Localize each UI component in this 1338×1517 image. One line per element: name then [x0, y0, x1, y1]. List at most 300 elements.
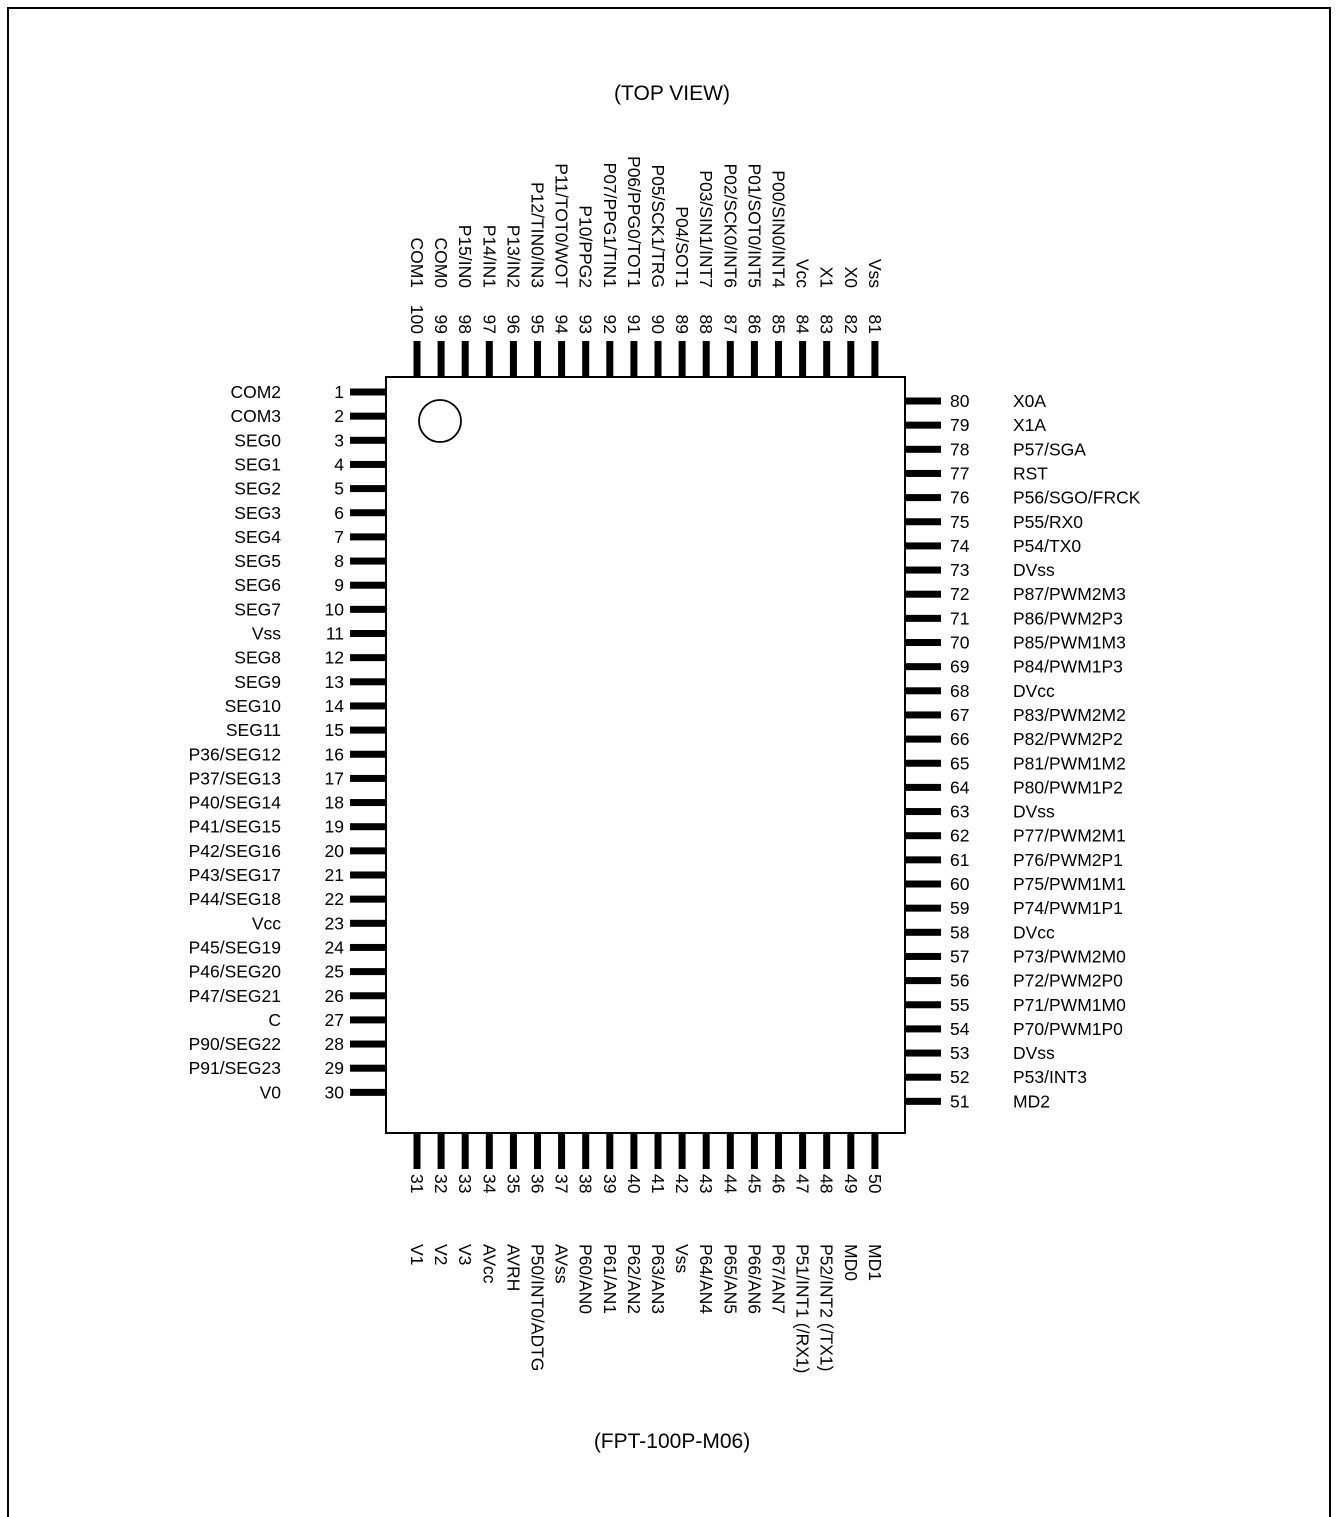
pin-number: 78	[950, 439, 970, 460]
pin-number: 37	[551, 1174, 572, 1194]
pin-name: P41/SEG15	[188, 816, 281, 837]
pin-number: 16	[324, 744, 344, 765]
pin-number: 30	[324, 1082, 344, 1103]
pin-name: COM0	[431, 237, 452, 288]
pin-name: P86/PWM2P3	[1013, 608, 1123, 629]
pin-number: 38	[575, 1174, 596, 1194]
pin-lead	[350, 968, 386, 975]
pin-number: 90	[648, 314, 668, 334]
pin-lead	[751, 341, 758, 377]
pin-number: 12	[324, 647, 344, 668]
pin-name: P75/PWM1M1	[1013, 874, 1126, 894]
pin-name: DVcc	[1013, 680, 1055, 701]
pin-lead	[905, 736, 941, 743]
pin-name: P05/SCK1/TRG	[648, 164, 668, 288]
pin-name: X1A	[1013, 415, 1047, 436]
pin-name: P52/INT2 (/TX1)	[816, 1244, 837, 1372]
pin-name: SEG0	[234, 430, 281, 451]
pin-name: P76/PWM2P1	[1013, 849, 1123, 870]
pin-number: 76	[950, 487, 970, 508]
pin-name: V2	[431, 1244, 452, 1266]
pin-name: P01/SOT0/INT5	[744, 163, 765, 288]
pin-number: 88	[696, 314, 717, 334]
pin-name: P87/PWM2M3	[1013, 584, 1126, 605]
pin-name: P62/AN2	[623, 1244, 644, 1315]
pin-number: 91	[623, 314, 644, 334]
pin-name: AVss	[551, 1244, 572, 1284]
pin-lead	[905, 422, 941, 429]
pin-lead	[905, 1001, 941, 1008]
pin-number: 50	[864, 1174, 885, 1194]
pin-number: 80	[950, 391, 970, 411]
pin-number: 9	[334, 575, 344, 596]
pin-number: 27	[324, 1009, 344, 1030]
pin-number: 72	[950, 584, 970, 605]
pin-name: P65/AN5	[720, 1244, 741, 1315]
pin-lead	[630, 1133, 637, 1169]
pin-name: DVss	[1013, 560, 1055, 581]
pin-name: P06/PPG0/TOT1	[623, 156, 644, 288]
pin-number: 54	[950, 1018, 970, 1039]
pin-name: P90/SEG22	[188, 1034, 281, 1055]
pin-number: 26	[324, 985, 344, 1006]
pin-name: P74/PWM1P1	[1013, 898, 1123, 919]
pin-name: P66/AN6	[744, 1244, 765, 1315]
pin-number: 60	[950, 874, 970, 894]
pin-name: X0A	[1013, 391, 1047, 411]
pin-lead	[510, 1133, 517, 1169]
pin-number: 89	[672, 314, 693, 334]
pin-lead	[905, 1074, 941, 1081]
pin-number: 25	[324, 961, 344, 982]
pin-lead	[350, 727, 386, 734]
pin-lead	[655, 1133, 662, 1169]
package-label: (FPT-100P-M06)	[593, 1430, 751, 1453]
pin-name: P12/TIN0/IN3	[527, 181, 548, 288]
pin-lead	[414, 1133, 421, 1169]
pin-name: P53/INT3	[1013, 1067, 1087, 1088]
pin-lead	[606, 341, 613, 377]
pin-lead	[350, 461, 386, 468]
pin-lead	[905, 977, 941, 984]
pin-number: 17	[324, 768, 344, 789]
pin-lead	[905, 591, 941, 598]
pin-number: 10	[324, 599, 344, 620]
pin-name: AVRH	[503, 1244, 524, 1292]
pin-lead	[350, 1089, 386, 1096]
pin-name: P37/SEG13	[188, 768, 281, 789]
pin-lead	[350, 1016, 386, 1023]
pin-name: RST	[1013, 463, 1048, 484]
pin-name: X0	[840, 266, 861, 288]
pin-number: 40	[623, 1174, 644, 1194]
pin-lead	[350, 1041, 386, 1048]
pin-lead	[905, 881, 941, 888]
pin-number: 69	[950, 656, 970, 677]
pin-number: 73	[950, 560, 970, 581]
pin-name: P85/PWM1M3	[1013, 632, 1126, 653]
pin-number: 63	[950, 801, 970, 822]
pin-name: Vss	[672, 1244, 693, 1274]
pin-name: MD2	[1013, 1091, 1050, 1112]
pin-number: 58	[950, 922, 970, 943]
pin-name: SEG8	[234, 647, 281, 668]
pin-name: P61/AN1	[599, 1244, 620, 1315]
pin-lead	[679, 1133, 686, 1169]
pin-name: P84/PWM1P3	[1013, 656, 1123, 677]
pin-lead	[414, 341, 421, 377]
pin-number: 7	[334, 526, 344, 547]
pin-lead	[905, 784, 941, 791]
pin-name: SEG5	[234, 551, 281, 572]
pin-number: 82	[840, 314, 861, 334]
pin-lead	[799, 341, 806, 377]
pin-name: P72/PWM2P0	[1013, 970, 1123, 991]
pin-number: 64	[950, 777, 970, 798]
pin-number: 36	[527, 1174, 548, 1194]
pin-name: Vcc	[792, 258, 813, 288]
pin-number: 49	[840, 1174, 861, 1194]
pin-name: P11/TOT0/WOT	[551, 163, 572, 288]
top-view-label: (TOP VIEW)	[614, 82, 730, 105]
pin-number: 22	[324, 889, 344, 910]
pin-name: SEG9	[234, 671, 281, 692]
pin-number: 83	[816, 314, 837, 334]
pin-lead	[905, 663, 941, 670]
pin-lead	[905, 567, 941, 574]
pin-name: SEG6	[234, 575, 281, 596]
pin-name: P00/SIN0/INT4	[768, 170, 789, 288]
pin-number: 15	[324, 720, 344, 741]
pin-lead	[905, 615, 941, 622]
pin-name: P07/PPG1/TIN1	[599, 162, 620, 288]
pin-name: P57/SGA	[1013, 439, 1086, 460]
pin-number: 75	[950, 511, 970, 532]
pin-lead	[350, 606, 386, 613]
pin-lead	[905, 1098, 941, 1105]
pin-lead	[486, 1133, 493, 1169]
pin-name: V0	[259, 1082, 281, 1103]
pin-name: MD0	[840, 1244, 861, 1281]
pin-name: P54/TX0	[1013, 535, 1082, 556]
pin-name: X1	[816, 266, 837, 288]
pin-lead	[679, 341, 686, 377]
pin-lead	[350, 678, 386, 685]
pin-number: 59	[950, 898, 970, 919]
pin-lead	[534, 341, 541, 377]
pin-lead	[871, 1133, 878, 1169]
pin-lead	[350, 413, 386, 420]
pin-number: 52	[950, 1067, 970, 1088]
pin-number: 97	[479, 314, 500, 334]
pin-number: 3	[334, 430, 344, 451]
pin-lead	[350, 1065, 386, 1072]
pin-number: 18	[324, 792, 344, 813]
pin-number: 41	[648, 1174, 668, 1194]
pin-lead	[350, 896, 386, 903]
pin-lead	[582, 341, 589, 377]
pin-number: 79	[950, 415, 970, 436]
pin-lead	[438, 1133, 445, 1169]
pin-number: 13	[324, 671, 344, 692]
pin-number: 68	[950, 680, 970, 701]
pin-lead	[350, 751, 386, 758]
pin-number: 67	[950, 704, 970, 725]
pin-number: 8	[334, 551, 344, 572]
pin-number: 45	[744, 1174, 765, 1194]
pin-name: P63/AN3	[648, 1244, 668, 1315]
pin-number: 94	[551, 314, 572, 334]
pin-lead	[582, 1133, 589, 1169]
pin-lead	[727, 341, 734, 377]
pin-name: Vss	[864, 258, 885, 288]
pin-name: P47/SEG21	[188, 985, 281, 1006]
pin-number: 21	[324, 865, 344, 885]
pin-name: P51/INT1 (/RX1)	[792, 1244, 813, 1374]
pin-number: 19	[324, 816, 344, 837]
pin-lead	[350, 654, 386, 661]
pin-name: P14/IN1	[479, 224, 500, 288]
pin-lead	[534, 1133, 541, 1169]
pin-number: 61	[950, 849, 970, 870]
pin-number: 23	[324, 913, 344, 934]
pin-lead	[350, 558, 386, 565]
pin-number: 47	[792, 1174, 813, 1194]
pin-name: P42/SEG16	[188, 840, 281, 861]
pin-name: COM1	[407, 237, 427, 288]
pin-name: DVcc	[1013, 922, 1055, 943]
pin-lead	[823, 341, 830, 377]
pin-lead	[350, 437, 386, 444]
pin-lead	[350, 920, 386, 927]
pin-lead	[558, 341, 565, 377]
pin-lead	[905, 1025, 941, 1032]
pin-lead	[727, 1133, 734, 1169]
pin-number: 70	[950, 632, 970, 653]
pin-number: 96	[503, 314, 524, 334]
pin-name: P02/SCK0/INT6	[720, 163, 741, 288]
pin-name: SEG10	[224, 695, 281, 716]
pin-number: 20	[324, 840, 344, 861]
pin-name: SEG11	[225, 720, 281, 741]
pin-lead	[775, 1133, 782, 1169]
pin-number: 48	[816, 1174, 837, 1194]
pin-lead	[462, 1133, 469, 1169]
pin-number: 39	[599, 1174, 620, 1194]
pin-number: 28	[324, 1034, 344, 1055]
pin-number: 66	[950, 729, 970, 750]
pin-number: 84	[792, 314, 813, 334]
pin-number: 93	[575, 314, 596, 334]
pin-name: P77/PWM2M1	[1013, 825, 1126, 846]
pin-number: 74	[950, 535, 970, 556]
pin-lead	[905, 905, 941, 912]
pin-lead	[655, 341, 662, 377]
pin-lead	[871, 341, 878, 377]
pin-name: P45/SEG19	[188, 937, 281, 958]
pin-number: 98	[455, 314, 476, 334]
pin-lead	[751, 1133, 758, 1169]
pin-name: P70/PWM1P0	[1013, 1018, 1123, 1039]
pin-number: 5	[334, 478, 344, 499]
package-body	[386, 377, 905, 1133]
pin-lead	[350, 630, 386, 637]
pin-number: 85	[768, 314, 789, 334]
pin-number: 35	[503, 1174, 524, 1194]
pin-name: P44/SEG18	[188, 889, 281, 910]
pin-name: P56/SGO/FRCK	[1013, 487, 1141, 508]
pin-name: P80/PWM1P2	[1013, 777, 1123, 798]
pin-number: 46	[768, 1174, 789, 1194]
pin-name: MD1	[864, 1244, 885, 1281]
pin-lead	[905, 832, 941, 839]
pin-name: P15/IN0	[455, 224, 476, 288]
pin-name: DVss	[1013, 801, 1055, 822]
pin-name: P91/SEG23	[188, 1058, 281, 1079]
pin-lead	[905, 518, 941, 525]
pin-number: 24	[324, 937, 344, 958]
pin-name: P60/AN0	[575, 1244, 596, 1315]
pin-lead	[847, 341, 854, 377]
pin-lead	[350, 799, 386, 806]
pin-lead	[486, 341, 493, 377]
pin-name: P55/RX0	[1013, 511, 1084, 532]
pin-number: 2	[334, 406, 344, 427]
pin-lead	[905, 1050, 941, 1057]
pin-number: 11	[325, 623, 344, 644]
pin-number: 99	[431, 314, 452, 334]
pin-name: P50/INT0/ADTG	[527, 1244, 548, 1372]
pin-name: SEG3	[234, 502, 281, 523]
pin1-index-mark	[419, 400, 461, 442]
pin-number: 6	[334, 502, 344, 523]
pin-number: 56	[950, 970, 970, 991]
pin-lead	[703, 1133, 710, 1169]
pin-number: 62	[950, 825, 970, 846]
pin-name: DVss	[1013, 1043, 1055, 1064]
pin-name: SEG1	[234, 454, 281, 475]
pin-lead	[350, 533, 386, 540]
pin-name: P10/PPG2	[575, 205, 596, 288]
pin-lead	[350, 702, 386, 709]
pin-name: V3	[455, 1244, 476, 1266]
pin-lead	[905, 542, 941, 549]
pin-name: COM2	[230, 382, 281, 402]
pin-name: P43/SEG17	[188, 865, 281, 885]
pin-lead	[905, 929, 941, 936]
pin-number: 42	[672, 1174, 693, 1194]
pin-number: 32	[431, 1174, 452, 1194]
pin-name: P81/PWM1M2	[1013, 753, 1126, 774]
pin-lead	[350, 847, 386, 854]
pin-lead	[823, 1133, 830, 1169]
pin-lead	[510, 341, 517, 377]
pin-number: 31	[407, 1174, 427, 1194]
pin-lead	[703, 341, 710, 377]
pin-number: 95	[527, 314, 548, 334]
pin-number: 100	[407, 304, 427, 334]
pin-lead	[350, 509, 386, 516]
pin-lead	[462, 341, 469, 377]
pin-number: 87	[720, 314, 741, 334]
pin-name: AVcc	[479, 1244, 500, 1284]
pin-number: 51	[950, 1091, 970, 1112]
pin-number: 77	[950, 463, 970, 484]
pin-name: V1	[407, 1244, 427, 1266]
pin-number: 92	[599, 314, 620, 334]
pin-lead	[775, 341, 782, 377]
pin-lead	[350, 389, 386, 396]
pin-number: 4	[334, 454, 344, 475]
pin-number: 55	[950, 994, 970, 1015]
pin-number: 34	[479, 1174, 500, 1194]
pin-name: P13/IN2	[503, 224, 524, 288]
pin-name: P82/PWM2P2	[1013, 729, 1123, 750]
pin-lead	[905, 470, 941, 477]
pin-number: 1	[334, 382, 344, 402]
pin-lead	[350, 775, 386, 782]
pin-name: P67/AN7	[768, 1244, 789, 1315]
pin-name: COM3	[230, 406, 281, 427]
pin-name: P36/SEG12	[188, 744, 281, 765]
pin-name: P83/PWM2M2	[1013, 704, 1126, 725]
pin-lead	[350, 872, 386, 879]
pin-number: 65	[950, 753, 970, 774]
pin-name: P73/PWM2M0	[1013, 946, 1126, 967]
pin-number: 81	[864, 314, 885, 334]
pin-lead	[350, 485, 386, 492]
pin-number: 29	[324, 1058, 344, 1079]
pin-lead	[630, 341, 637, 377]
pin-name: Vcc	[251, 913, 281, 934]
pin-number: 44	[720, 1174, 741, 1194]
pin-lead	[905, 687, 941, 694]
pin-name: P71/PWM1M0	[1013, 994, 1126, 1015]
pin-number: 71	[950, 608, 970, 629]
pin-lead	[905, 711, 941, 718]
pin-lead	[905, 639, 941, 646]
pin-number: 57	[950, 946, 970, 967]
pin-lead	[606, 1133, 613, 1169]
pin-name: SEG7	[234, 599, 281, 620]
pin-lead	[847, 1133, 854, 1169]
pin-lead	[350, 944, 386, 951]
pin-number: 86	[744, 314, 765, 334]
pin-name: P46/SEG20	[188, 961, 281, 982]
pin-lead	[905, 808, 941, 815]
pin-lead	[350, 823, 386, 830]
pin-lead	[905, 856, 941, 863]
pin-name: SEG4	[234, 526, 281, 547]
pin-number: 43	[696, 1174, 717, 1194]
pin-lead	[905, 446, 941, 453]
pin-lead	[558, 1133, 565, 1169]
pin-name: P64/AN4	[696, 1244, 717, 1315]
pin-lead	[905, 398, 941, 405]
pin-number: 33	[455, 1174, 476, 1194]
pin-lead	[350, 992, 386, 999]
pin-lead	[905, 760, 941, 767]
pin-name: P04/SOT1	[672, 206, 693, 288]
pin-name: C	[268, 1009, 281, 1030]
pin-lead	[350, 582, 386, 589]
pin-lead	[799, 1133, 806, 1169]
pin-lead	[438, 341, 445, 377]
pin-name: P40/SEG14	[188, 792, 281, 813]
pin-lead	[905, 953, 941, 960]
pin-lead	[905, 494, 941, 501]
pin-name: P03/SIN1/INT7	[696, 170, 717, 288]
